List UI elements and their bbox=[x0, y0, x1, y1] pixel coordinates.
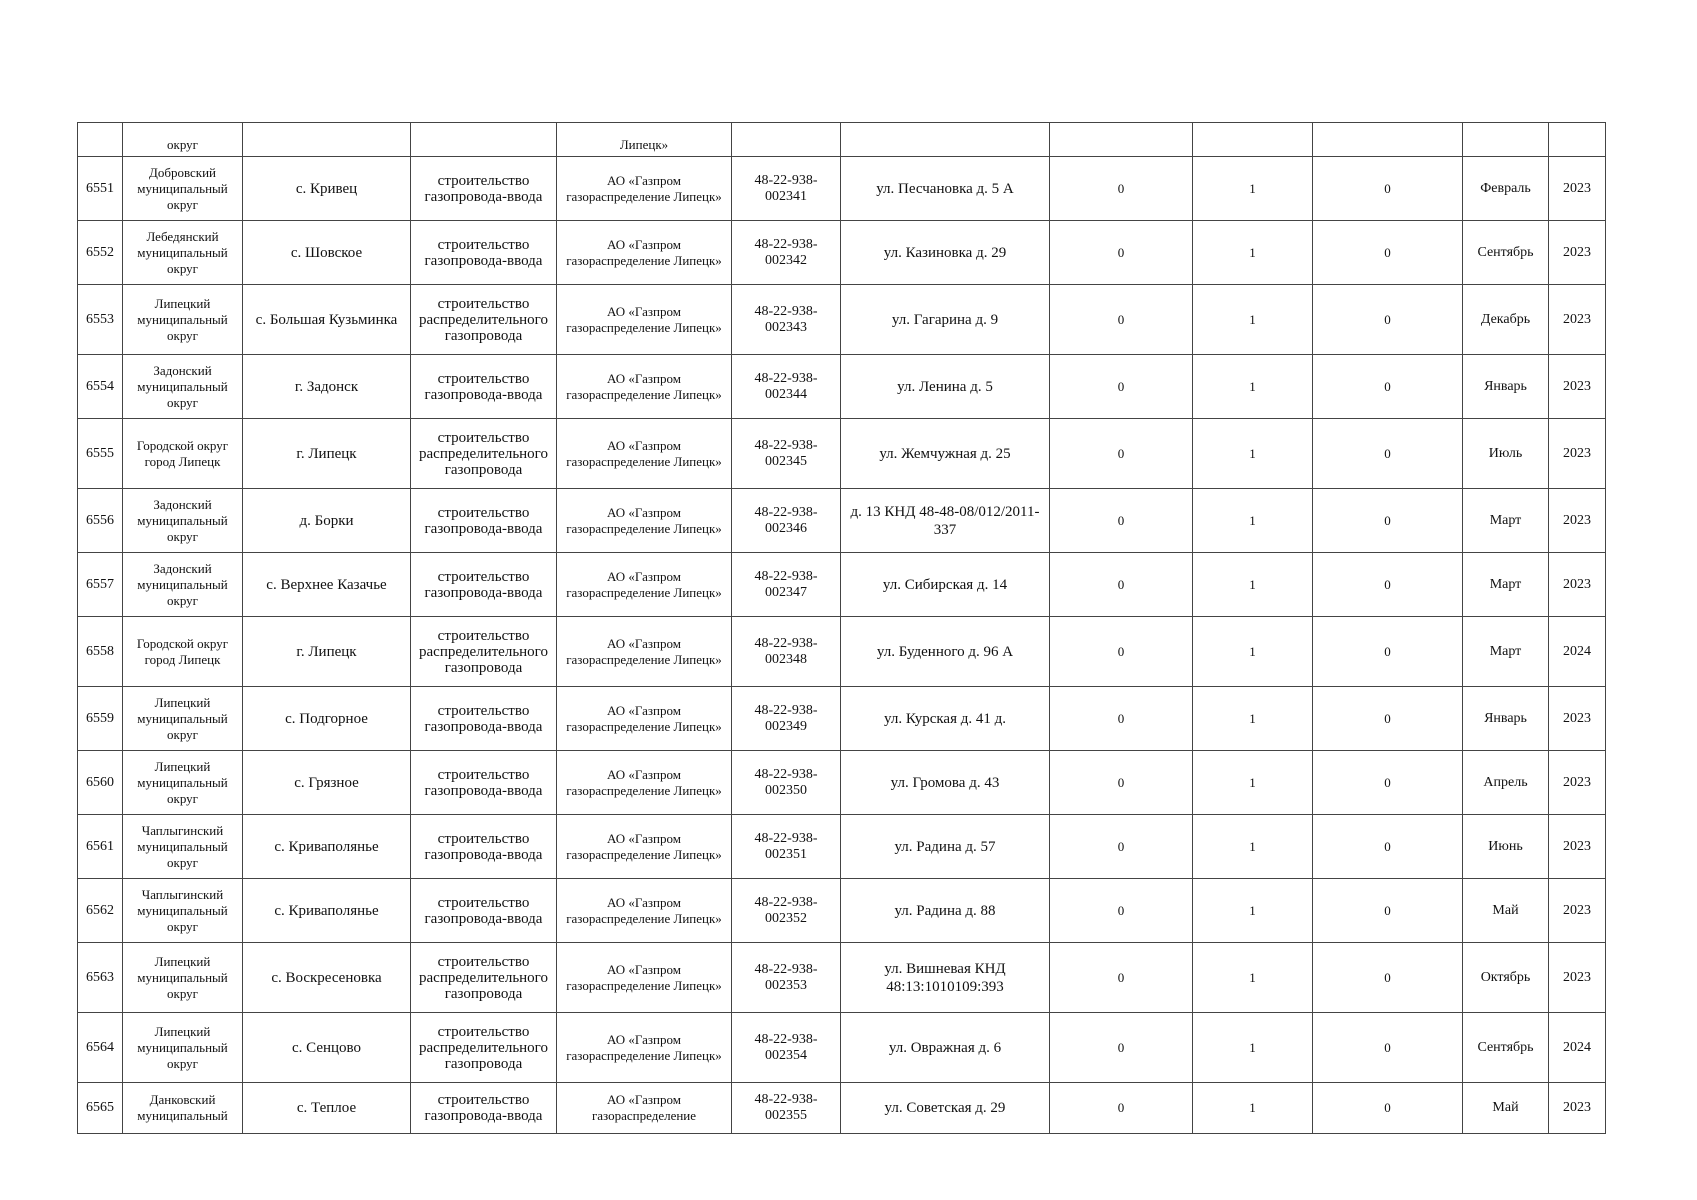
cell-org: АО «Газпром газораспределение Липецк» bbox=[557, 879, 732, 943]
cell-month: Октябрь bbox=[1463, 943, 1549, 1013]
table-row bbox=[78, 1013, 1606, 1083]
cell-count-1: 0 bbox=[1050, 1013, 1193, 1083]
cell-month: Апрель bbox=[1463, 751, 1549, 815]
cell-address: ул. Жемчужная д. 25 bbox=[841, 419, 1050, 489]
cell-org: АО «Газпром газораспределение Липецк» bbox=[557, 157, 732, 221]
cell-month: Март bbox=[1463, 489, 1549, 553]
cell-work: строительство распределительного газопровода bbox=[411, 285, 557, 355]
cell-address: ул. Ленина д. 5 bbox=[841, 355, 1050, 419]
table-row bbox=[78, 943, 1606, 1013]
cell-code: 48-22-938-002348 bbox=[732, 617, 841, 687]
cell-address: ул. Радина д. 57 bbox=[841, 815, 1050, 879]
cell-year: 2023 bbox=[1549, 815, 1606, 879]
cell-place: г. Задонск bbox=[243, 355, 411, 419]
cell-count-2: 1 bbox=[1193, 355, 1313, 419]
cell-org: АО «Газпром газораспределение Липецк» bbox=[557, 751, 732, 815]
cell-year: 2023 bbox=[1549, 285, 1606, 355]
cell-place: с. Верхнее Казачье bbox=[243, 553, 411, 617]
cell-month: Июль bbox=[1463, 419, 1549, 489]
cell-num: 6555 bbox=[78, 419, 123, 489]
table-row bbox=[78, 751, 1606, 815]
table-row bbox=[78, 285, 1606, 355]
cell-work: строительство газопровода-ввода bbox=[411, 221, 557, 285]
cell-count-2 bbox=[1193, 123, 1313, 157]
cell-work: строительство газопровода-ввода bbox=[411, 751, 557, 815]
cell-num: 6562 bbox=[78, 879, 123, 943]
cell-count-2: 1 bbox=[1193, 751, 1313, 815]
cell-count-2: 1 bbox=[1193, 943, 1313, 1013]
cell-code bbox=[732, 123, 841, 157]
cell-code: 48-22-938-002350 bbox=[732, 751, 841, 815]
cell-place: с. Сенцово bbox=[243, 1013, 411, 1083]
cell-year: 2023 bbox=[1549, 687, 1606, 751]
cell-count-3: 0 bbox=[1313, 617, 1463, 687]
cell-month: Январь bbox=[1463, 355, 1549, 419]
cell-count-3: 0 bbox=[1313, 751, 1463, 815]
cell-address: ул. Казиновка д. 29 bbox=[841, 221, 1050, 285]
cell-code: 48-22-938-002347 bbox=[732, 553, 841, 617]
cell-work: строительство газопровода-ввода bbox=[411, 815, 557, 879]
cell-address: ул. Радина д. 88 bbox=[841, 879, 1050, 943]
cell-num: 6559 bbox=[78, 687, 123, 751]
cell-month: Март bbox=[1463, 617, 1549, 687]
cell-year: 2023 bbox=[1549, 419, 1606, 489]
cell-place: с. Криваполянье bbox=[243, 879, 411, 943]
cell-count-1: 0 bbox=[1050, 489, 1193, 553]
cell-count-1: 0 bbox=[1050, 1083, 1193, 1134]
table-row bbox=[78, 157, 1606, 221]
cell-count-2: 1 bbox=[1193, 285, 1313, 355]
cell-org: АО «Газпром газораспределение Липецк» bbox=[557, 489, 732, 553]
cell-work: строительство газопровода-ввода bbox=[411, 1083, 557, 1134]
cell-org: АО «Газпром газораспределение Липецк» bbox=[557, 553, 732, 617]
cell-address: ул. Гагарина д. 9 bbox=[841, 285, 1050, 355]
cell-year: 2023 bbox=[1549, 355, 1606, 419]
cell-address: ул. Вишневая КНД 48:13:1010109:393 bbox=[841, 943, 1050, 1013]
cell-count-1: 0 bbox=[1050, 815, 1193, 879]
table-row bbox=[78, 419, 1606, 489]
cell-count-2: 1 bbox=[1193, 879, 1313, 943]
cell-code: 48-22-938-002343 bbox=[732, 285, 841, 355]
cell-work: строительство газопровода-ввода bbox=[411, 687, 557, 751]
cell-address: ул. Курская д. 41 д. bbox=[841, 687, 1050, 751]
cell-count-3: 0 bbox=[1313, 943, 1463, 1013]
cell-num: 6558 bbox=[78, 617, 123, 687]
cell-place: д. Борки bbox=[243, 489, 411, 553]
cell-count-3: 0 bbox=[1313, 879, 1463, 943]
cell-count-1: 0 bbox=[1050, 943, 1193, 1013]
cell-count-3: 0 bbox=[1313, 157, 1463, 221]
cell-year: 2023 bbox=[1549, 489, 1606, 553]
cell-count-1 bbox=[1050, 123, 1193, 157]
cell-org: АО «Газпром газораспределение bbox=[557, 1083, 732, 1134]
cell-num: 6561 bbox=[78, 815, 123, 879]
table-row bbox=[78, 489, 1606, 553]
cell-district: Добровский муниципальный округ bbox=[123, 157, 243, 221]
cell-count-1: 0 bbox=[1050, 553, 1193, 617]
cell-place: с. Грязное bbox=[243, 751, 411, 815]
cell-district: округ bbox=[123, 123, 243, 157]
cell-place: с. Большая Кузьминка bbox=[243, 285, 411, 355]
cell-district: Задонский муниципальный округ bbox=[123, 355, 243, 419]
table-row bbox=[78, 221, 1606, 285]
cell-month: Январь bbox=[1463, 687, 1549, 751]
cell-year: 2023 bbox=[1549, 943, 1606, 1013]
cell-address: ул. Советская д. 29 bbox=[841, 1083, 1050, 1134]
cell-work bbox=[411, 123, 557, 157]
cell-code: 48-22-938-002342 bbox=[732, 221, 841, 285]
cell-org: АО «Газпром газораспределение Липецк» bbox=[557, 285, 732, 355]
cell-address: д. 13 КНД 48-48-08/012/2011-337 bbox=[841, 489, 1050, 553]
cell-num: 6560 bbox=[78, 751, 123, 815]
cell-count-1: 0 bbox=[1050, 285, 1193, 355]
cell-month: Сентябрь bbox=[1463, 1013, 1549, 1083]
cell-work: строительство распределительного газопровода bbox=[411, 419, 557, 489]
cell-address: ул. Овражная д. 6 bbox=[841, 1013, 1050, 1083]
table-row bbox=[78, 553, 1606, 617]
cell-month: Май bbox=[1463, 1083, 1549, 1134]
cell-district: Задонский муниципальный округ bbox=[123, 553, 243, 617]
cell-work: строительство газопровода-ввода bbox=[411, 879, 557, 943]
cell-num: 6551 bbox=[78, 157, 123, 221]
cell-count-2: 1 bbox=[1193, 221, 1313, 285]
cell-work: строительство газопровода-ввода bbox=[411, 157, 557, 221]
cell-num: 6554 bbox=[78, 355, 123, 419]
cell-code: 48-22-938-002355 bbox=[732, 1083, 841, 1134]
cell-code: 48-22-938-002341 bbox=[732, 157, 841, 221]
cell-work: строительство распределительного газопровода bbox=[411, 943, 557, 1013]
cell-count-1: 0 bbox=[1050, 687, 1193, 751]
cell-code: 48-22-938-002349 bbox=[732, 687, 841, 751]
cell-count-3: 0 bbox=[1313, 285, 1463, 355]
cell-count-1: 0 bbox=[1050, 221, 1193, 285]
cell-code: 48-22-938-002344 bbox=[732, 355, 841, 419]
cell-count-1: 0 bbox=[1050, 419, 1193, 489]
cell-place: г. Липецк bbox=[243, 617, 411, 687]
cell-count-2: 1 bbox=[1193, 617, 1313, 687]
cell-place: с. Кривец bbox=[243, 157, 411, 221]
cell-year bbox=[1549, 123, 1606, 157]
cell-district: Липецкий муниципальный округ bbox=[123, 687, 243, 751]
table-row bbox=[78, 879, 1606, 943]
cell-place: г. Липецк bbox=[243, 419, 411, 489]
cell-count-2: 1 bbox=[1193, 157, 1313, 221]
cell-num: 6553 bbox=[78, 285, 123, 355]
cell-month: Май bbox=[1463, 879, 1549, 943]
cell-month: Декабрь bbox=[1463, 285, 1549, 355]
cell-work: строительство газопровода-ввода bbox=[411, 355, 557, 419]
cell-month: Март bbox=[1463, 553, 1549, 617]
cell-count-2: 1 bbox=[1193, 687, 1313, 751]
cell-count-3: 0 bbox=[1313, 489, 1463, 553]
cell-month: Февраль bbox=[1463, 157, 1549, 221]
cell-place: с. Теплое bbox=[243, 1083, 411, 1134]
cell-count-2: 1 bbox=[1193, 419, 1313, 489]
cell-district: Задонский муниципальный округ bbox=[123, 489, 243, 553]
cell-address: ул. Громова д. 43 bbox=[841, 751, 1050, 815]
cell-district: Данковский муниципальный bbox=[123, 1083, 243, 1134]
cell-count-2: 1 bbox=[1193, 489, 1313, 553]
cell-year: 2023 bbox=[1549, 157, 1606, 221]
cell-count-1: 0 bbox=[1050, 617, 1193, 687]
cell-place: с. Шовское bbox=[243, 221, 411, 285]
cell-year: 2023 bbox=[1549, 879, 1606, 943]
cell-count-3: 0 bbox=[1313, 1083, 1463, 1134]
cell-code: 48-22-938-002354 bbox=[732, 1013, 841, 1083]
cell-count-1: 0 bbox=[1050, 355, 1193, 419]
cell-num: 6563 bbox=[78, 943, 123, 1013]
cell-district: Липецкий муниципальный округ bbox=[123, 285, 243, 355]
cell-count-3: 0 bbox=[1313, 687, 1463, 751]
cell-place: с. Подгорное bbox=[243, 687, 411, 751]
table-row bbox=[78, 815, 1606, 879]
table-row-continuation bbox=[78, 123, 1606, 157]
cell-district: Чаплыгинский муниципальный округ bbox=[123, 815, 243, 879]
cell-count-2: 1 bbox=[1193, 815, 1313, 879]
cell-code: 48-22-938-002346 bbox=[732, 489, 841, 553]
cell-place: с. Криваполянье bbox=[243, 815, 411, 879]
cell-code: 48-22-938-002345 bbox=[732, 419, 841, 489]
cell-code: 48-22-938-002351 bbox=[732, 815, 841, 879]
cell-org: АО «Газпром газораспределение Липецк» bbox=[557, 355, 732, 419]
cell-count-3: 0 bbox=[1313, 419, 1463, 489]
cell-year: 2023 bbox=[1549, 221, 1606, 285]
cell-org: АО «Газпром газораспределение Липецк» bbox=[557, 943, 732, 1013]
cell-year: 2024 bbox=[1549, 1013, 1606, 1083]
cell-address: ул. Песчановка д. 5 А bbox=[841, 157, 1050, 221]
cell-code: 48-22-938-002353 bbox=[732, 943, 841, 1013]
cell-place bbox=[243, 123, 411, 157]
table-row bbox=[78, 1083, 1606, 1134]
cell-code: 48-22-938-002352 bbox=[732, 879, 841, 943]
cell-work: строительство газопровода-ввода bbox=[411, 489, 557, 553]
table-row bbox=[78, 617, 1606, 687]
cell-year: 2023 bbox=[1549, 1083, 1606, 1134]
cell-work: строительство газопровода-ввода bbox=[411, 553, 557, 617]
cell-org: АО «Газпром газораспределение Липецк» bbox=[557, 687, 732, 751]
table-body bbox=[78, 123, 1606, 1134]
cell-org: АО «Газпром газораспределение Липецк» bbox=[557, 1013, 732, 1083]
cell-count-1: 0 bbox=[1050, 751, 1193, 815]
cell-count-2: 1 bbox=[1193, 553, 1313, 617]
cell-work: строительство распределительного газопровода bbox=[411, 1013, 557, 1083]
cell-year: 2023 bbox=[1549, 553, 1606, 617]
cell-address: ул. Сибирская д. 14 bbox=[841, 553, 1050, 617]
cell-count-2: 1 bbox=[1193, 1083, 1313, 1134]
cell-num: 6565 bbox=[78, 1083, 123, 1134]
cell-count-3: 0 bbox=[1313, 553, 1463, 617]
cell-org: Липецк» bbox=[557, 123, 732, 157]
cell-district: Лебедянский муниципальный округ bbox=[123, 221, 243, 285]
cell-month bbox=[1463, 123, 1549, 157]
cell-num: 6552 bbox=[78, 221, 123, 285]
cell-count-1: 0 bbox=[1050, 879, 1193, 943]
cell-count-3 bbox=[1313, 123, 1463, 157]
cell-count-3: 0 bbox=[1313, 815, 1463, 879]
cell-district: Городской округ город Липецк bbox=[123, 419, 243, 489]
cell-org: АО «Газпром газораспределение Липецк» bbox=[557, 419, 732, 489]
cell-district: Городской округ город Липецк bbox=[123, 617, 243, 687]
cell-count-3: 0 bbox=[1313, 221, 1463, 285]
cell-org: АО «Газпром газораспределение Липецк» bbox=[557, 815, 732, 879]
table-row bbox=[78, 687, 1606, 751]
cell-num bbox=[78, 123, 123, 157]
cell-num: 6564 bbox=[78, 1013, 123, 1083]
cell-count-3: 0 bbox=[1313, 1013, 1463, 1083]
cell-address: ул. Буденного д. 96 А bbox=[841, 617, 1050, 687]
cell-month: Сентябрь bbox=[1463, 221, 1549, 285]
cell-place: с. Воскресеновка bbox=[243, 943, 411, 1013]
cell-org: АО «Газпром газораспределение Липецк» bbox=[557, 617, 732, 687]
cell-district: Липецкий муниципальный округ bbox=[123, 943, 243, 1013]
cell-address bbox=[841, 123, 1050, 157]
cell-org: АО «Газпром газораспределение Липецк» bbox=[557, 221, 732, 285]
cell-work: строительство распределительного газопровода bbox=[411, 617, 557, 687]
cell-district: Чаплыгинский муниципальный округ bbox=[123, 879, 243, 943]
gas-connections-table bbox=[77, 122, 1606, 1134]
cell-month: Июнь bbox=[1463, 815, 1549, 879]
cell-num: 6557 bbox=[78, 553, 123, 617]
cell-num: 6556 bbox=[78, 489, 123, 553]
table-row bbox=[78, 355, 1606, 419]
cell-year: 2023 bbox=[1549, 751, 1606, 815]
cell-district: Липецкий муниципальный округ bbox=[123, 1013, 243, 1083]
cell-year: 2024 bbox=[1549, 617, 1606, 687]
cell-district: Липецкий муниципальный округ bbox=[123, 751, 243, 815]
cell-count-1: 0 bbox=[1050, 157, 1193, 221]
cell-count-3: 0 bbox=[1313, 355, 1463, 419]
cell-count-2: 1 bbox=[1193, 1013, 1313, 1083]
